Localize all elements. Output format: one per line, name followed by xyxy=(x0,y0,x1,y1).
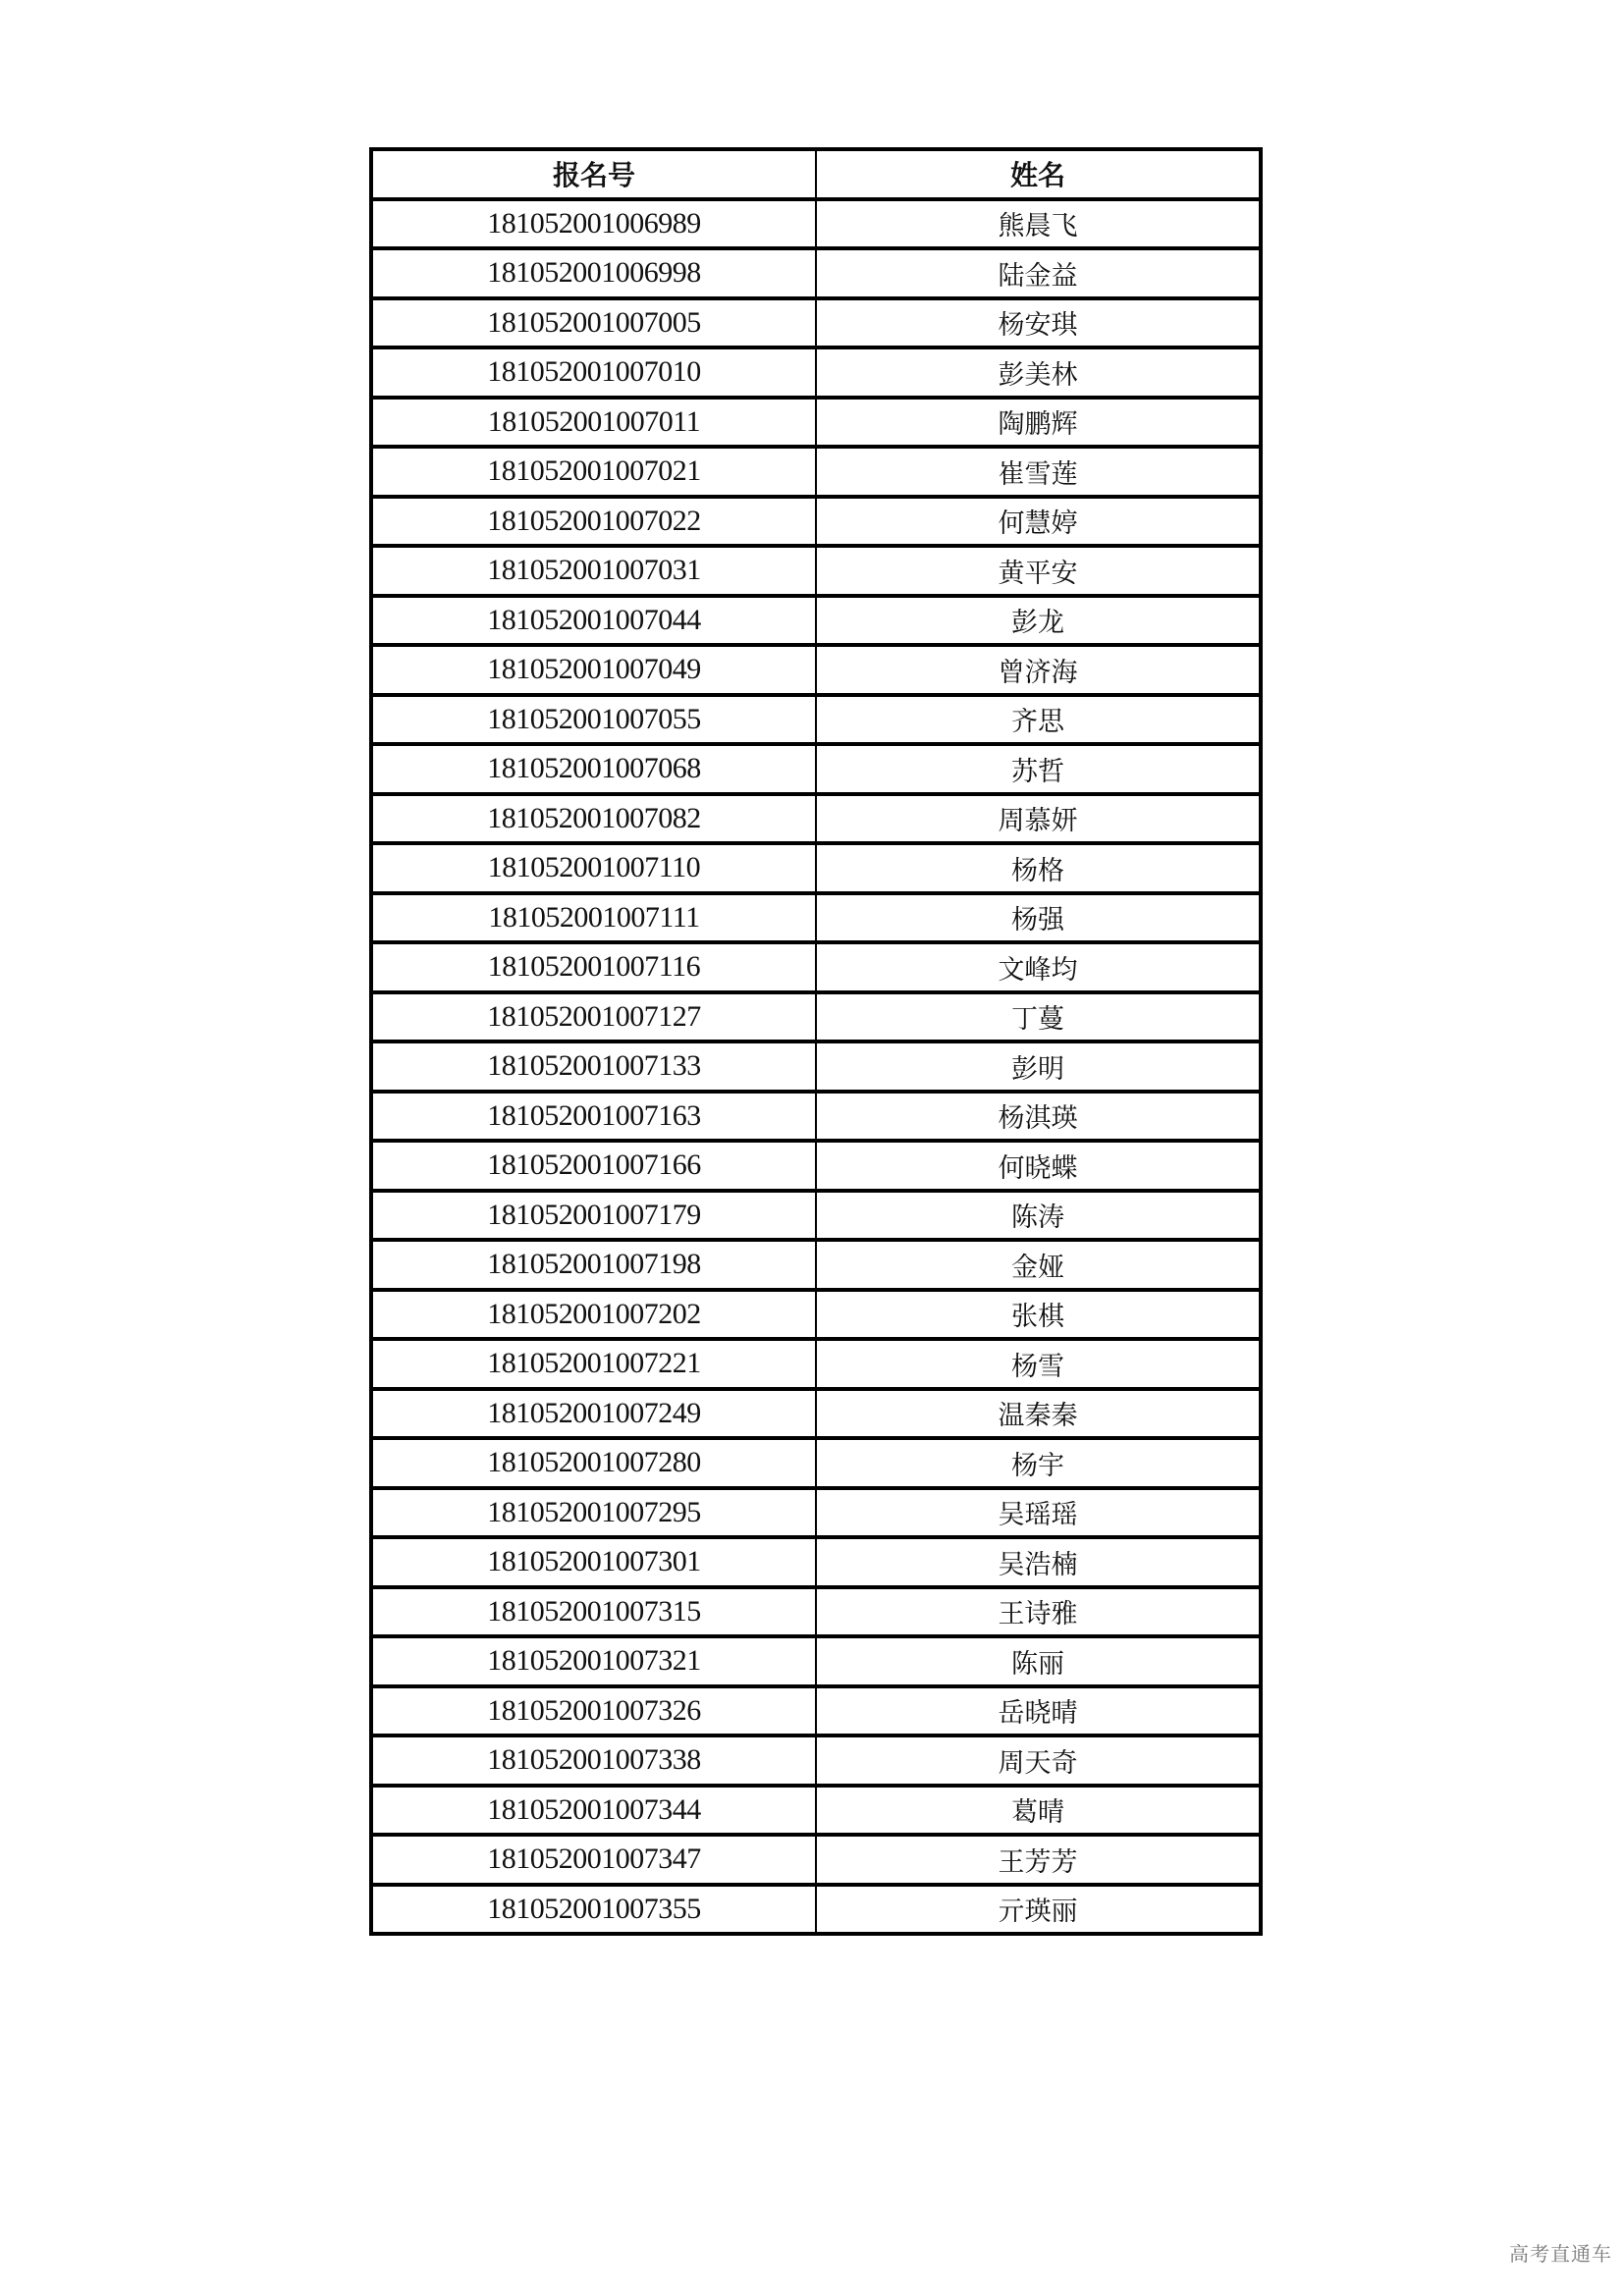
table-row xyxy=(371,645,1261,695)
registration-number-cell: 181052001007344 xyxy=(371,1786,816,1836)
table-row xyxy=(371,1191,1261,1241)
table-row xyxy=(371,1835,1261,1885)
name-cell: 杨雪 xyxy=(816,1339,1261,1389)
registration-number-cell: 181052001007280 xyxy=(371,1438,816,1488)
registration-number-cell: 181052001007249 xyxy=(371,1389,816,1439)
name-cell: 黄平安 xyxy=(816,546,1261,596)
table-row xyxy=(371,248,1261,298)
name-cell: 温秦秦 xyxy=(816,1389,1261,1439)
registration-number-cell: 181052001007347 xyxy=(371,1835,816,1885)
registration-number-cell: 181052001007321 xyxy=(371,1636,816,1686)
registration-number-cell: 181052001007010 xyxy=(371,347,816,398)
name-cell: 杨淇瑛 xyxy=(816,1092,1261,1142)
table-row xyxy=(371,695,1261,745)
table-row xyxy=(371,1587,1261,1637)
table-row xyxy=(371,942,1261,992)
registration-number-cell: 181052001007127 xyxy=(371,992,816,1042)
table-row xyxy=(371,992,1261,1042)
table-row xyxy=(371,893,1261,943)
name-cell: 杨格 xyxy=(816,843,1261,893)
name-cell: 曾济海 xyxy=(816,645,1261,695)
table-row xyxy=(371,497,1261,547)
name-cell: 金娅 xyxy=(816,1240,1261,1290)
registration-number-cell: 181052001007179 xyxy=(371,1191,816,1241)
name-cell: 彭明 xyxy=(816,1041,1261,1092)
registration-number-cell: 181052001007315 xyxy=(371,1587,816,1637)
name-cell: 熊晨飞 xyxy=(816,199,1261,249)
name-cell: 吴浩楠 xyxy=(816,1537,1261,1587)
name-cell: 陶鹏辉 xyxy=(816,398,1261,448)
registration-number-cell: 181052001007133 xyxy=(371,1041,816,1092)
table-row xyxy=(371,1141,1261,1191)
name-cell: 周天奇 xyxy=(816,1735,1261,1786)
registration-number-cell: 181052001007049 xyxy=(371,645,816,695)
registration-number-cell: 181052001006989 xyxy=(371,199,816,249)
registration-number-cell: 181052001007338 xyxy=(371,1735,816,1786)
table-row xyxy=(371,1786,1261,1836)
name-cell: 苏哲 xyxy=(816,744,1261,794)
name-cell: 吴瑶瑶 xyxy=(816,1488,1261,1538)
name-cell: 王诗雅 xyxy=(816,1587,1261,1637)
table-row xyxy=(371,1339,1261,1389)
name-cell: 葛晴 xyxy=(816,1786,1261,1836)
name-cell: 杨强 xyxy=(816,893,1261,943)
registration-number-cell: 181052001007326 xyxy=(371,1686,816,1736)
name-cell: 何晓蝶 xyxy=(816,1141,1261,1191)
registration-number-cell: 181052001007355 xyxy=(371,1885,816,1935)
registration-number-cell: 181052001007116 xyxy=(371,942,816,992)
table-row xyxy=(371,1735,1261,1786)
table-row xyxy=(371,1438,1261,1488)
registration-number-cell: 181052001007005 xyxy=(371,298,816,348)
name-cell: 陈涛 xyxy=(816,1191,1261,1241)
name-cell: 齐思 xyxy=(816,695,1261,745)
name-cell: 岳晓晴 xyxy=(816,1686,1261,1736)
name-cell: 陆金益 xyxy=(816,248,1261,298)
table-row xyxy=(371,1389,1261,1439)
name-cell: 杨宇 xyxy=(816,1438,1261,1488)
table-row xyxy=(371,1488,1261,1538)
name-cell: 张棋 xyxy=(816,1290,1261,1340)
table-row xyxy=(371,1240,1261,1290)
table-row xyxy=(371,1041,1261,1092)
name-cell: 王芳芳 xyxy=(816,1835,1261,1885)
name-cell: 亓瑛丽 xyxy=(816,1885,1261,1935)
table-row xyxy=(371,1636,1261,1686)
table-row xyxy=(371,1686,1261,1736)
table-body xyxy=(371,199,1261,1935)
registration-number-cell: 181052001007202 xyxy=(371,1290,816,1340)
name-cell: 何慧婷 xyxy=(816,497,1261,547)
name-cell: 陈丽 xyxy=(816,1636,1261,1686)
table-row xyxy=(371,298,1261,348)
registration-number-cell: 181052001007022 xyxy=(371,497,816,547)
registration-number-cell: 181052001007163 xyxy=(371,1092,816,1142)
watermark: 高考直通车 xyxy=(1509,2242,1612,2266)
table-header-row xyxy=(371,149,1261,199)
registration-number-cell: 181052001007044 xyxy=(371,596,816,646)
header-name: 姓名 xyxy=(816,149,1261,199)
table-row xyxy=(371,1885,1261,1935)
name-cell: 周慕妍 xyxy=(816,794,1261,844)
table-row xyxy=(371,596,1261,646)
table-row xyxy=(371,843,1261,893)
registration-table xyxy=(369,147,1263,1936)
table-row xyxy=(371,1092,1261,1142)
name-cell: 文峰均 xyxy=(816,942,1261,992)
registration-number-cell: 181052001006998 xyxy=(371,248,816,298)
registration-number-cell: 181052001007221 xyxy=(371,1339,816,1389)
table-row xyxy=(371,546,1261,596)
table-row xyxy=(371,347,1261,398)
registration-number-cell: 181052001007295 xyxy=(371,1488,816,1538)
name-cell: 丁蔓 xyxy=(816,992,1261,1042)
registration-number-cell: 181052001007111 xyxy=(371,893,816,943)
table-row xyxy=(371,199,1261,249)
name-cell: 杨安琪 xyxy=(816,298,1261,348)
registration-number-cell: 181052001007068 xyxy=(371,744,816,794)
table-row xyxy=(371,447,1261,497)
header-registration-number: 报名号 xyxy=(371,149,816,199)
table-row xyxy=(371,398,1261,448)
registration-number-cell: 181052001007011 xyxy=(371,398,816,448)
registration-number-cell: 181052001007055 xyxy=(371,695,816,745)
table-row xyxy=(371,744,1261,794)
registration-number-cell: 181052001007031 xyxy=(371,546,816,596)
registration-number-cell: 181052001007166 xyxy=(371,1141,816,1191)
name-cell: 崔雪莲 xyxy=(816,447,1261,497)
table-row xyxy=(371,794,1261,844)
registration-number-cell: 181052001007301 xyxy=(371,1537,816,1587)
name-cell: 彭美林 xyxy=(816,347,1261,398)
registration-number-cell: 181052001007021 xyxy=(371,447,816,497)
table-row xyxy=(371,1290,1261,1340)
registration-number-cell: 181052001007082 xyxy=(371,794,816,844)
registration-number-cell: 181052001007110 xyxy=(371,843,816,893)
table-row xyxy=(371,1537,1261,1587)
name-cell: 彭龙 xyxy=(816,596,1261,646)
registration-number-cell: 181052001007198 xyxy=(371,1240,816,1290)
